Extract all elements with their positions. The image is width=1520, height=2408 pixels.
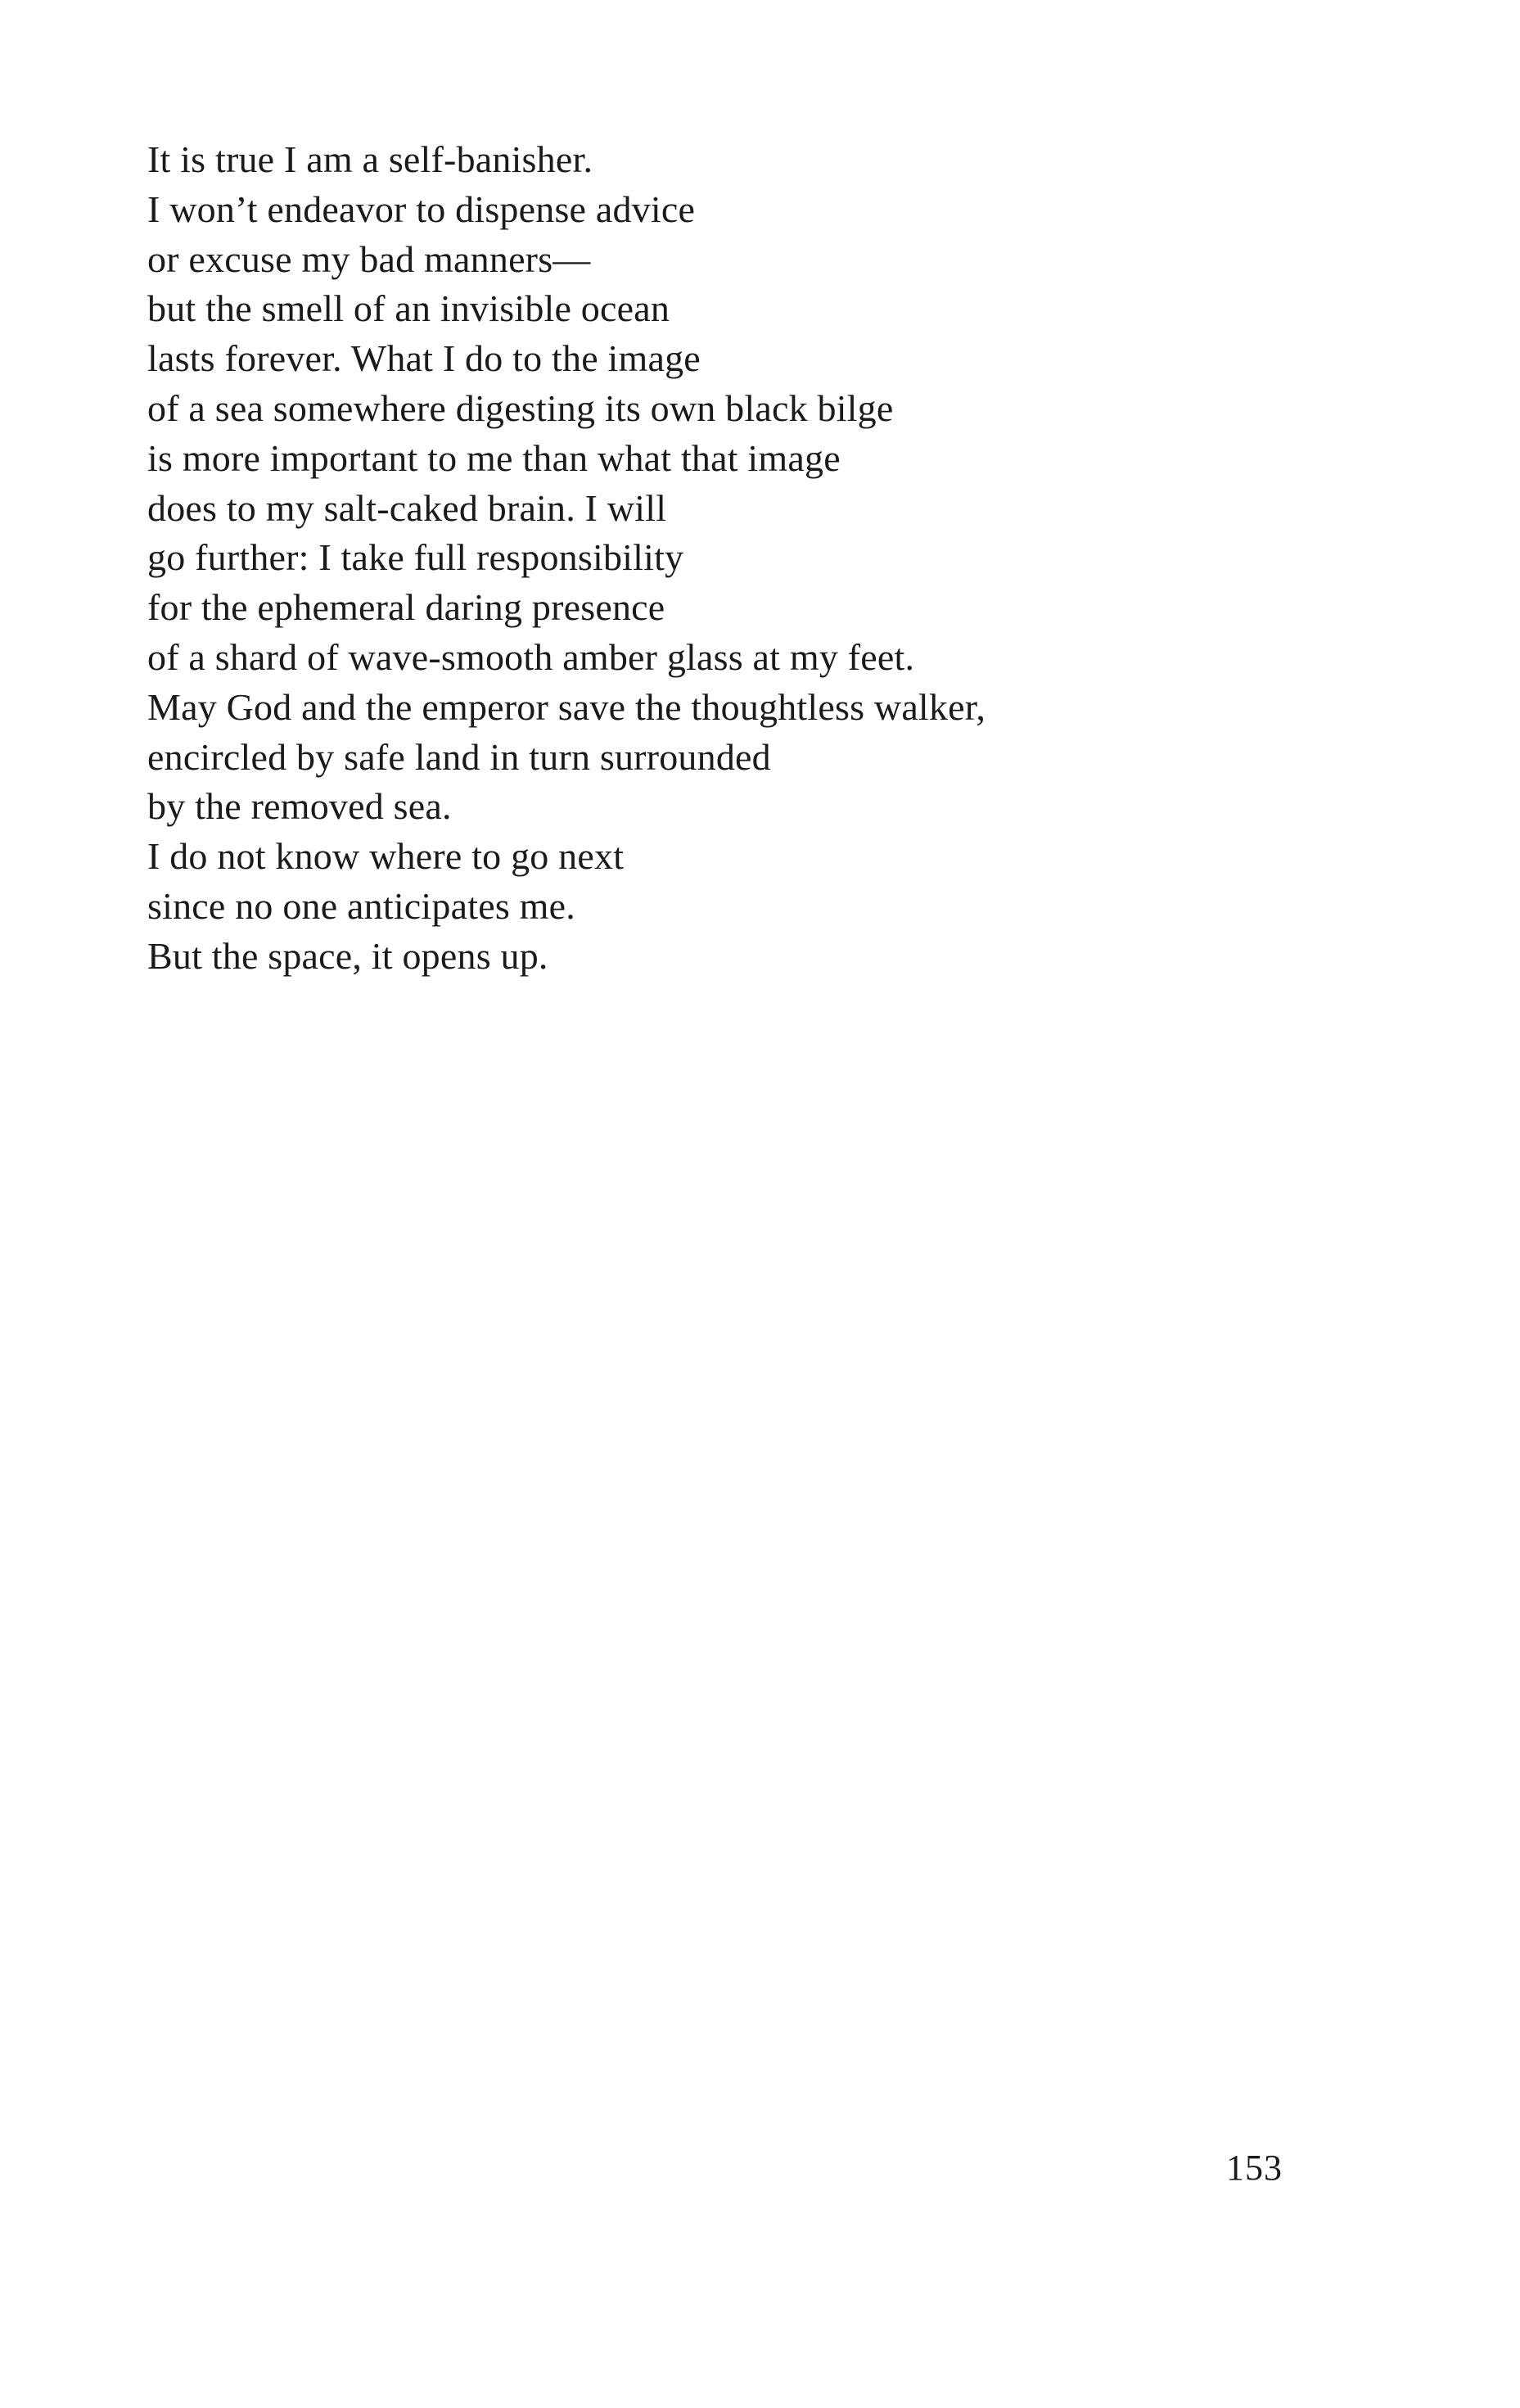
poem-line: of a sea somewhere digesting its own black bilge — [147, 386, 894, 429]
poem-line: but the smell of an invisible ocean — [147, 287, 670, 330]
poem-line: It is true I am a self-banisher. — [147, 138, 593, 180]
poem-line: or excuse my bad manners— — [147, 237, 591, 280]
poem-line: lasts forever. What I do to the image — [147, 337, 701, 380]
poem-line: by the removed sea. — [147, 785, 452, 828]
poem-text — [147, 135, 1293, 982]
poem-line: May God and the emperor save the thoughtless walker, — [147, 685, 986, 728]
poem-line: encircled by safe land in turn surrounded — [147, 735, 771, 778]
poem-line: for the ephemeral daring presence — [147, 586, 665, 629]
poem-line: of a shard of wave-smooth amber glass at my feet. — [147, 635, 915, 678]
poem-line: since no one anticipates me. — [147, 884, 575, 927]
poem-line: does to my salt-caked brain. I will — [147, 486, 667, 529]
poem-line: I do not know where to go next — [147, 835, 625, 878]
poem-line: I won’t endeavor to dispense advice — [147, 187, 696, 230]
page-number: 153 — [1226, 2148, 1283, 2188]
poem-line: go further: I take full responsibility — [147, 536, 684, 579]
poem-line: is more important to me than what that image — [147, 436, 841, 479]
poem-line: But the space, it opens up. — [147, 934, 548, 977]
